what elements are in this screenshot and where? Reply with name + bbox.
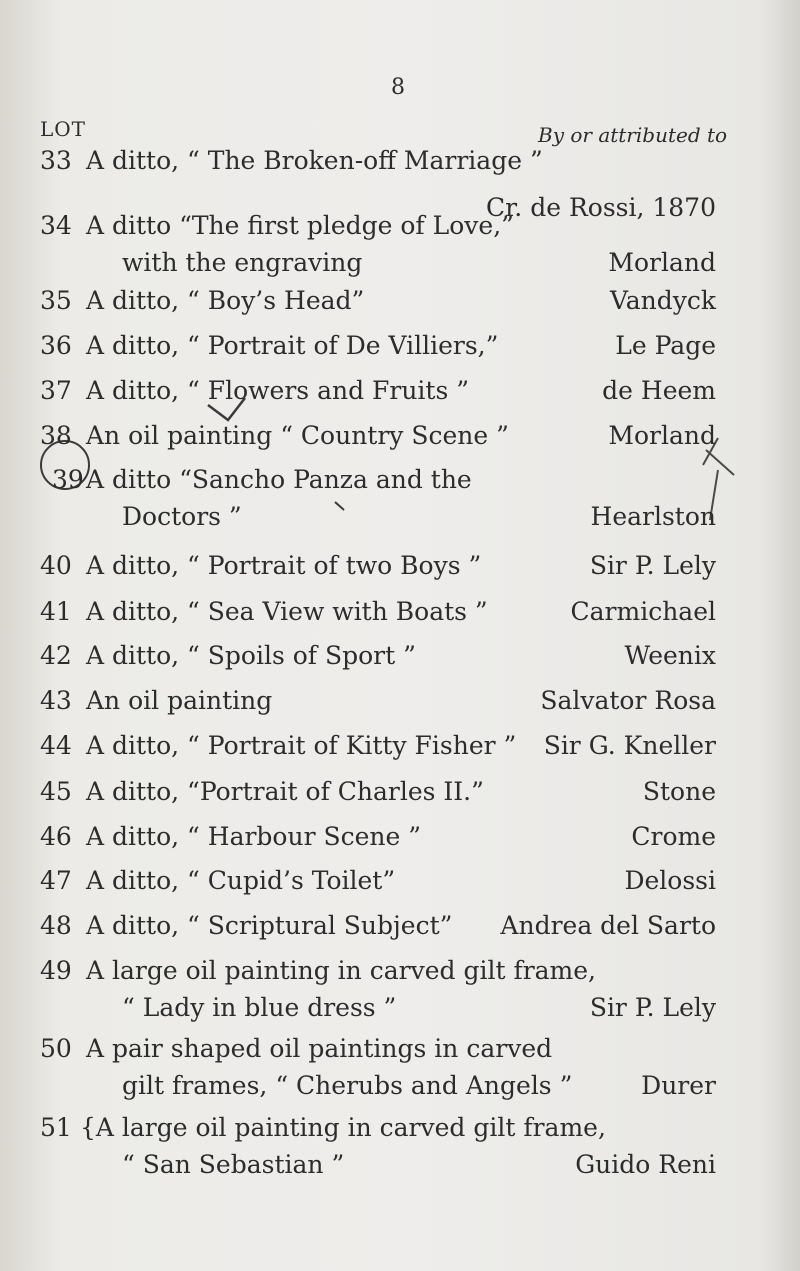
lot-artist: Salvator Rosa xyxy=(540,686,716,715)
lot-number: 43 xyxy=(40,686,72,715)
lot-artist: Sir P. Lely xyxy=(589,993,716,1022)
lot-number: 45 xyxy=(40,777,72,806)
lot-description-line: A ditto, “ Flowers and Fruits ” xyxy=(86,376,470,405)
lot-description-line: A ditto, “ Cupid’s Toilet” xyxy=(86,866,396,895)
lot-description-line: A ditto, “ Boy’s Head” xyxy=(86,286,365,315)
lot-description-line: A pair shaped oil paintings in carved xyxy=(86,1034,553,1063)
lot-artist: Morland xyxy=(608,421,716,450)
lot-description-line: A ditto “The first pledge of Love,” xyxy=(86,211,514,240)
lot-number: 48 xyxy=(40,911,72,940)
lot-artist: Hearlston xyxy=(590,502,716,531)
lot-description-line: A ditto, “ Sea View with Boats ” xyxy=(86,597,488,626)
lot-description-line: An oil painting xyxy=(86,686,273,715)
lot-description-line: “ San Sebastian ” xyxy=(122,1150,345,1179)
lot-number: 50 xyxy=(40,1034,72,1063)
lot-description-line: A ditto, “ Portrait of two Boys ” xyxy=(86,551,482,580)
lot-description-line: A ditto, “ Portrait of De Villiers,” xyxy=(86,331,499,360)
lot-artist: Cr. de Rossi, 1870 xyxy=(485,193,716,222)
lot-description-line: A ditto, “ The Broken-off Marriage ” xyxy=(86,146,543,175)
lot-description-line: “ Lady in blue dress ” xyxy=(122,993,397,1022)
lot-description-line: A ditto, “ Scriptural Subject” xyxy=(86,911,453,940)
lot-description-line: A ditto, “Portrait of Charles II.” xyxy=(86,777,484,806)
lot-number: 33 xyxy=(40,146,72,175)
lot-artist: Le Page xyxy=(615,331,716,360)
lot-artist: Durer xyxy=(641,1071,716,1100)
lot-artist: Crome xyxy=(631,822,716,851)
lot-description-line: A ditto “Sancho Panza and the xyxy=(86,465,472,494)
lot-artist: Vandyck xyxy=(609,286,716,315)
lot-description-line: A large oil painting in carved gilt frame, xyxy=(86,956,596,985)
lot-description-line: {A large oil painting in carved gilt frame, xyxy=(80,1113,606,1142)
lot-artist: Delossi xyxy=(624,866,716,895)
lot-number: 40 xyxy=(40,551,72,580)
lot-number: 34 xyxy=(40,211,72,240)
lot-number: 36 xyxy=(40,331,72,360)
lot-artist: Morland xyxy=(608,248,716,277)
lot-artist: Carmichael xyxy=(570,597,716,626)
lot-number: 47 xyxy=(40,866,72,895)
lot-number: 39 xyxy=(52,465,84,494)
page-number: 8 xyxy=(391,75,405,100)
lot-description-line: Doctors ” xyxy=(122,502,242,531)
lot-artist: Andrea del Sarto xyxy=(500,911,716,940)
lot-artist: Sir G. Kneller xyxy=(543,731,716,760)
lot-artist: Weenix xyxy=(624,641,716,670)
lot-description-line: A ditto, “ Spoils of Sport ” xyxy=(86,641,416,670)
lot-artist: Sir P. Lely xyxy=(589,551,716,580)
lot-number: 42 xyxy=(40,641,72,670)
lot-number: 37 xyxy=(40,376,72,405)
attribution-column-header: By or attributed to xyxy=(538,123,728,147)
lot-column-header: LOT xyxy=(40,117,87,141)
lot-description-line: with the engraving xyxy=(122,248,363,277)
lot-artist: Guido Reni xyxy=(575,1150,716,1179)
lot-description-line: gilt frames, “ Cherubs and Angels ” xyxy=(122,1071,573,1100)
lot-description-line: A ditto, “ Portrait of Kitty Fisher ” xyxy=(86,731,517,760)
lot-number: 46 xyxy=(40,822,72,851)
lot-number: 41 xyxy=(40,597,72,626)
lot-number: 49 xyxy=(40,956,72,985)
lot-number: 51 xyxy=(40,1113,72,1142)
lot-description-line: An oil painting “ Country Scene ” xyxy=(86,421,509,450)
lot-number: 44 xyxy=(40,731,72,760)
lot-artist: Stone xyxy=(642,777,716,806)
lot-number: 35 xyxy=(40,286,72,315)
lot-description-line: A ditto, “ Harbour Scene ” xyxy=(86,822,422,851)
lot-number: 38 xyxy=(40,421,72,450)
lot-artist: de Heem xyxy=(602,376,716,405)
